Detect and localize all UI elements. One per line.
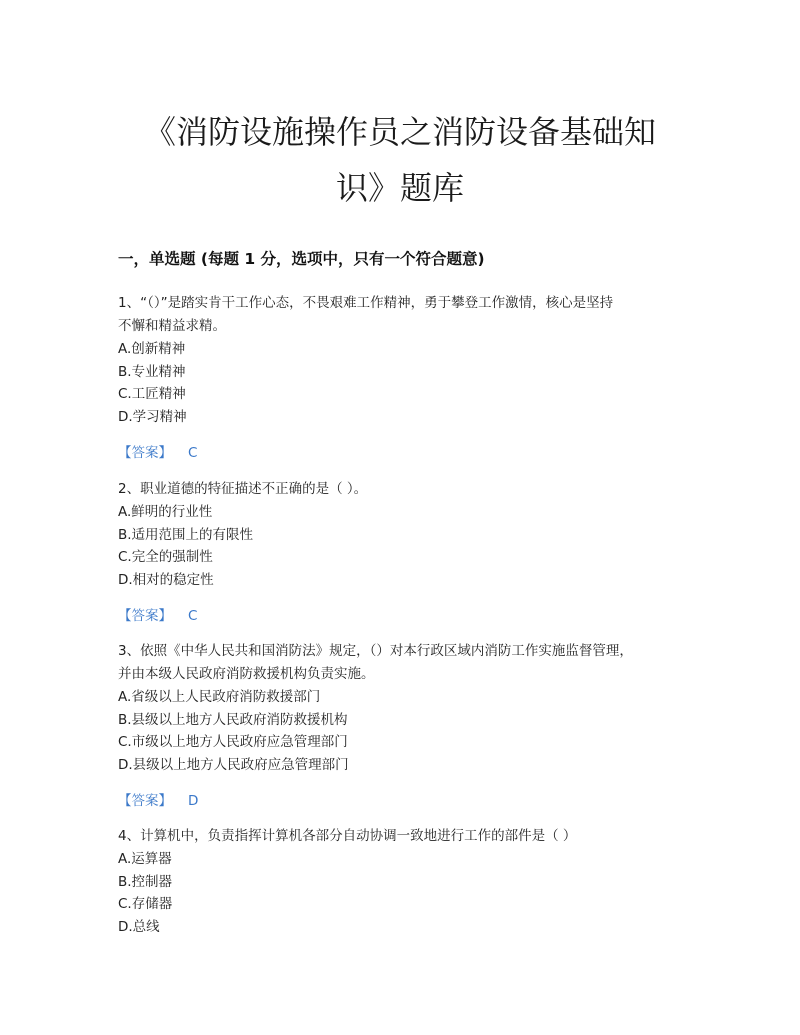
section-heading: 一，单选题 (每题 1 分，选项中，只有一个符合题意) [118, 250, 485, 268]
question-1 [118, 292, 678, 464]
option-a: A.运算器 [118, 851, 172, 867]
answer-line [118, 790, 678, 812]
answer-value: C [188, 608, 198, 624]
option-d: D.学习精神 [118, 408, 187, 425]
option-d: D.总线 [118, 918, 160, 935]
answer-tag: 【答案】 [118, 445, 172, 461]
question-2 [118, 478, 678, 627]
answer-tag: 【答案】 [118, 793, 172, 809]
answer-value: C [188, 445, 198, 461]
question-stem-line-1: 3、依照《中华人民共和国消防法》规定，（）对本行政区域内消防工作实施监督管理， [118, 643, 633, 659]
question-stem [118, 825, 678, 848]
option-a: A.创新精神 [118, 341, 186, 357]
answer-value: D [188, 793, 199, 809]
question-stem-line-1: 2、职业道德的特征描述不正确的是（ ）。 [118, 481, 368, 497]
option-c: C.完全的强制性 [118, 549, 213, 565]
document-title-line-1: 《消防设施操作员之消防设备基础知 [143, 113, 656, 151]
answer-line [118, 605, 678, 627]
question-stem [118, 478, 678, 501]
document-title-line-2: 识》题库 [335, 169, 464, 207]
question-3 [118, 640, 678, 812]
question-stem-line-1: 1、“（）”是踏实肯干工作心态，不畏艰难工作精神，勇于攀登工作激情，核心是坚持 [118, 295, 614, 311]
option-b: B.专业精神 [118, 363, 186, 380]
option-a: A.鲜明的行业性 [118, 504, 213, 520]
option-a: A.省级以上人民政府消防救援部门 [118, 689, 321, 705]
option-d: D.相对的稳定性 [118, 571, 214, 588]
question-stem [118, 640, 678, 686]
document-title [110, 104, 690, 216]
option-b: B.适用范围上的有限性 [118, 526, 254, 543]
option-d: D.县级以上地方人民政府应急管理部门 [118, 756, 349, 773]
answer-tag: 【答案】 [118, 608, 172, 624]
question-stem-line-1: 4、计算机中，负责指挥计算机各部分自动协调一致地进行工作的部件是（ ） [118, 828, 577, 844]
question-stem-line-2: 并由本级人民政府消防救援机构负责实施。 [118, 666, 375, 682]
question-stem [118, 292, 678, 338]
option-b: B.控制器 [118, 873, 173, 890]
option-c: C.存储器 [118, 896, 173, 912]
option-c: C.市级以上地方人民政府应急管理部门 [118, 734, 348, 750]
option-c: C.工匠精神 [118, 386, 186, 402]
question-4 [118, 825, 678, 938]
answer-line [118, 442, 678, 464]
question-stem-line-2: 不懈和精益求精。 [118, 318, 226, 334]
option-b: B.县级以上地方人民政府消防救援机构 [118, 711, 348, 728]
